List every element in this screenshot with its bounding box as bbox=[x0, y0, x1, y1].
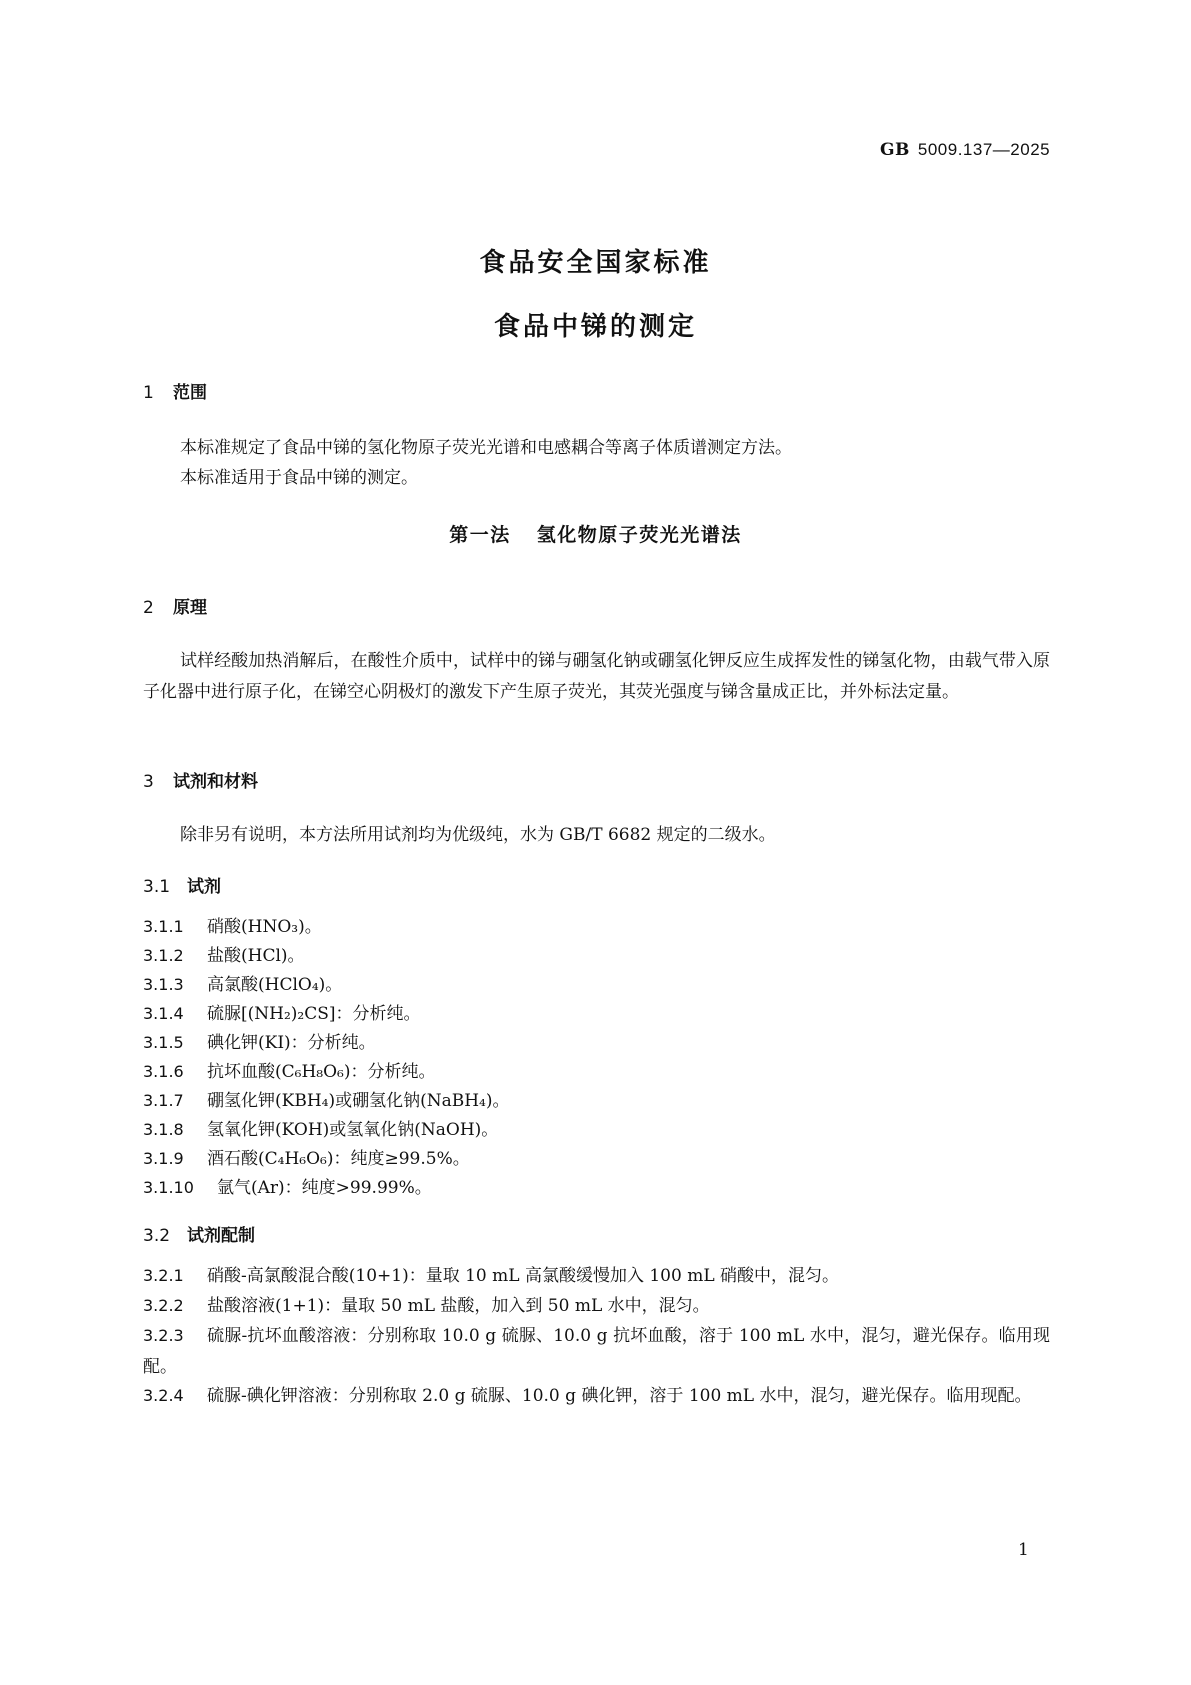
standard-prefix: GB bbox=[880, 140, 910, 160]
section-title: 试剂 bbox=[187, 877, 221, 897]
section-title: 范围 bbox=[173, 383, 207, 403]
section-title: 原理 bbox=[173, 598, 207, 618]
reagent-item: 3.1.10 氩气(Ar)：纯度>99.99%。 bbox=[143, 1178, 432, 1198]
reagent-item: 3.1.5 碘化钾(KI)：分析纯。 bbox=[143, 1033, 376, 1053]
reagent-item: 3.1.3 高氯酸(HClO₄)。 bbox=[143, 975, 343, 995]
section-title: 试剂配制 bbox=[187, 1226, 255, 1246]
preparation-item: 3.2.2 盐酸溶液(1+1)：量取 50 mL 盐酸，加入到 50 mL 水中，混匀。 bbox=[143, 1296, 710, 1316]
page-number: 1 bbox=[1018, 1540, 1029, 1560]
preparation-item: 3.2.4 硫脲-碘化钾溶液：分别称取 2.0 g 硫脲、10.0 g 碘化钾，溶于 100 mL 水中，混匀，避光保存。临用现配。 bbox=[143, 1386, 1032, 1406]
document-title-sub: 食品中锑的测定 bbox=[493, 312, 697, 342]
section-number: 2 bbox=[143, 598, 154, 618]
method-label: 第一法 bbox=[449, 524, 511, 546]
section-number: 3 bbox=[143, 772, 154, 792]
standard-code bbox=[880, 140, 1050, 160]
section-1-heading bbox=[143, 378, 207, 403]
document-title-main: 食品安全国家标准 bbox=[479, 248, 712, 278]
method-name: 氢化物原子荧光光谱法 bbox=[536, 524, 742, 546]
section-2-heading bbox=[143, 593, 207, 618]
section-2-para: 试样经酸加热消解后，在酸性介质中，试样中的锑与硼氢化钠或硼氢化钾反应生成挥发性的锑氢化物，由载气带入原子化器中进行原子化，在锑空心阴极灯的激发下产生原子荧光，其荧光强度与锑含量成正比，并外标法定量。 bbox=[143, 651, 1050, 702]
section-1-para-2: 本标准适用于食品中锑的测定。 bbox=[180, 468, 418, 488]
section-number: 1 bbox=[143, 383, 154, 403]
reagent-item: 3.1.1 硝酸(HNO₃)。 bbox=[143, 917, 322, 937]
method-heading bbox=[0, 520, 1191, 547]
section-3-heading bbox=[143, 767, 258, 792]
standard-number: 5009.137—2025 bbox=[917, 140, 1051, 159]
reagent-item: 3.1.2 盐酸(HCl)。 bbox=[143, 946, 305, 966]
section-3-para: 除非另有说明，本方法所用试剂均为优级纯，水为 GB/T 6682 规定的二级水。 bbox=[180, 825, 776, 845]
preparation-item: 3.2.3 硫脲-抗坏血酸溶液：分别称取 10.0 g 硫脲、10.0 g 抗坏血酸，溶于 100 mL 水中，混匀，避光保存。临用现配。 bbox=[143, 1326, 1050, 1377]
section-title: 试剂和材料 bbox=[173, 772, 258, 792]
reagent-item: 3.1.8 氢氧化钾(KOH)或氢氧化钠(NaOH)。 bbox=[143, 1120, 499, 1140]
reagent-item: 3.1.6 抗坏血酸(C₆H₈O₆)：分析纯。 bbox=[143, 1062, 436, 1082]
section-number: 3.1 bbox=[143, 877, 171, 897]
section-3-1-heading bbox=[143, 872, 221, 897]
preparation-item: 3.2.1 硝酸-高氯酸混合酸(10+1)：量取 10 mL 高氯酸缓慢加入 100 mL 硝酸中，混匀。 bbox=[143, 1266, 840, 1286]
section-number: 3.2 bbox=[143, 1226, 171, 1246]
section-3-2-heading bbox=[143, 1221, 255, 1246]
reagent-item: 3.1.7 硼氢化钾(KBH₄)或硼氢化钠(NaBH₄)。 bbox=[143, 1091, 510, 1111]
reagent-item: 3.1.9 酒石酸(C₄H₆O₆)：纯度≥99.5%。 bbox=[143, 1149, 470, 1169]
section-1-para-1: 本标准规定了食品中锑的氢化物原子荧光光谱和电感耦合等离子体质谱测定方法。 bbox=[180, 438, 792, 458]
reagent-item: 3.1.4 硫脲[(NH₂)₂CS]：分析纯。 bbox=[143, 1004, 421, 1024]
